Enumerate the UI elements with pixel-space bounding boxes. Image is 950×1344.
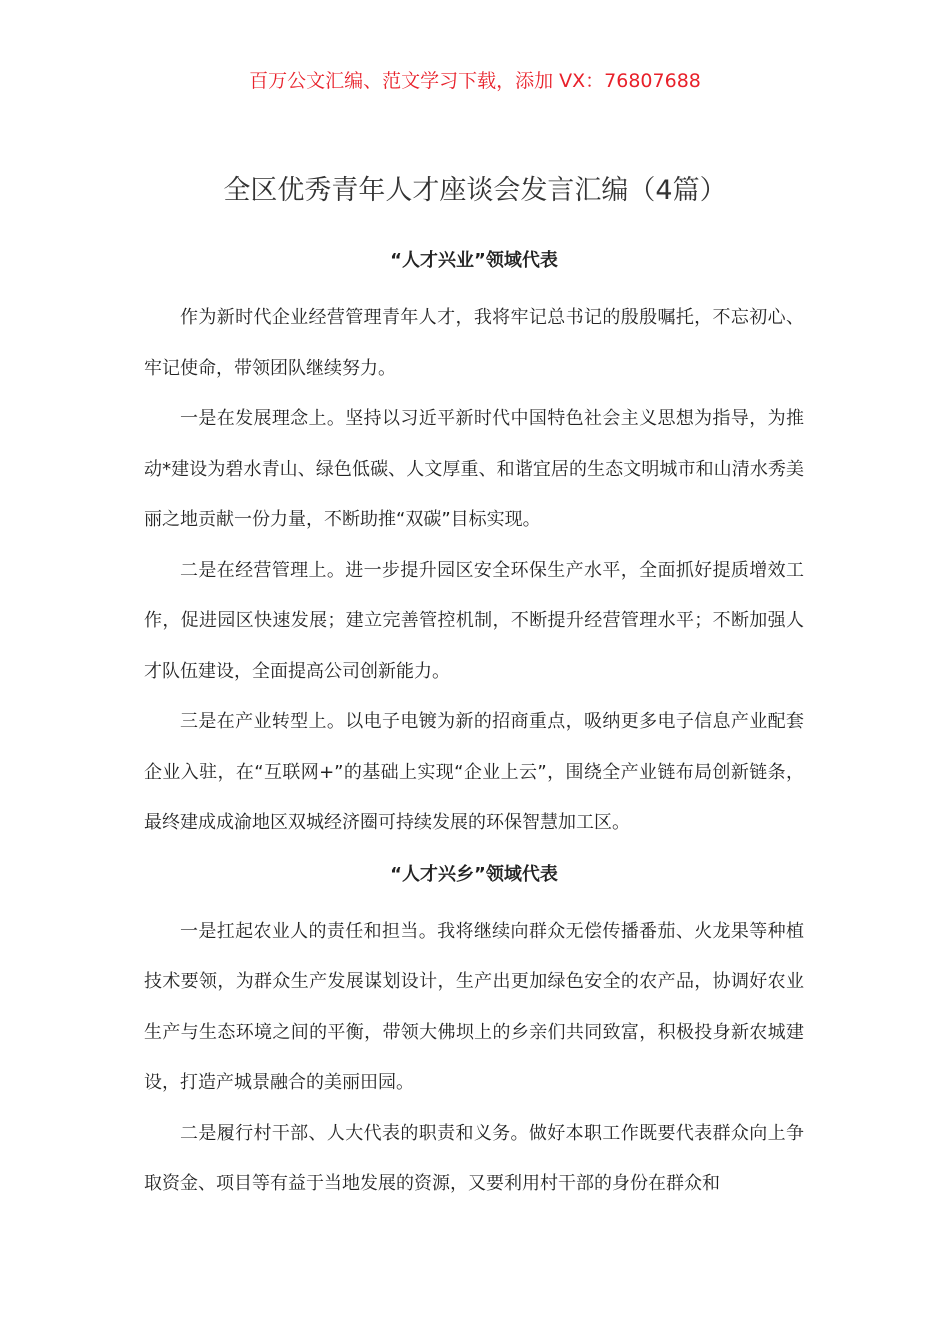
paragraph: 二是履行村干部、人大代表的职责和义务。做好本职工作既要代表群众向上争取资金、项目等有益于当地发展的资源，又要利用村干部的身份在群众和 (144, 1122, 804, 1194)
paragraph: 三是在产业转型上。以电子电镀为新的招商重点，吸纳更多电子信息产业配套企业入驻，在“互联网+”的基础上实现“企业上云”，围绕全产业链布局创新链条，最终建成成渝地区双城经济圈可持续发展的环保智慧加工区。 (144, 711, 804, 833)
document-title: 全区优秀青年人才座谈会发言汇编（4篇） (223, 175, 727, 207)
paragraph: 一是在发展理念上。坚持以习近平新时代中国特色社会主义思想为指导，为推动*建设为碧水青山、绿色低碳、人文厚重、和谐宜居的生态文明城市和山清水秀美丽之地贡献一份力量，不断助推“双碳”目标实现。 (144, 408, 804, 530)
section-heading-rural: “人才兴乡”领域代表 (390, 863, 558, 885)
paragraph: 一是扛起农业人的责任和担当。我将继续向群众无偿传播番茄、火龙果等种植技术要领，为群众生产发展谋划设计，生产出更加绿色安全的农产品，协调好农业生产与生态环境之间的平衡，带领大佛坝上的乡亲们共同致富，积极投身新农城建设，打造产城景融合的美丽田园。 (144, 920, 804, 1093)
paragraph: 二是在经营管理上。进一步提升园区安全环保生产水平，全面抓好提质增效工作，促进园区快速发展；建立完善管控机制，不断提升经营管理水平；不断加强人才队伍建设，全面提高公司创新能力。 (144, 559, 804, 682)
download-banner: 百万公文汇编、范文学习下载，添加 VX：76807688 (249, 70, 701, 92)
section-heading-industry: “人才兴业”领域代表 (390, 250, 558, 271)
paragraph: 作为新时代企业经营管理青年人才，我将牢记总书记的殷殷嘱托，不忘初心、牢记使命，带领团队继续努力。 (144, 307, 804, 379)
document-body (144, 243, 804, 1210)
